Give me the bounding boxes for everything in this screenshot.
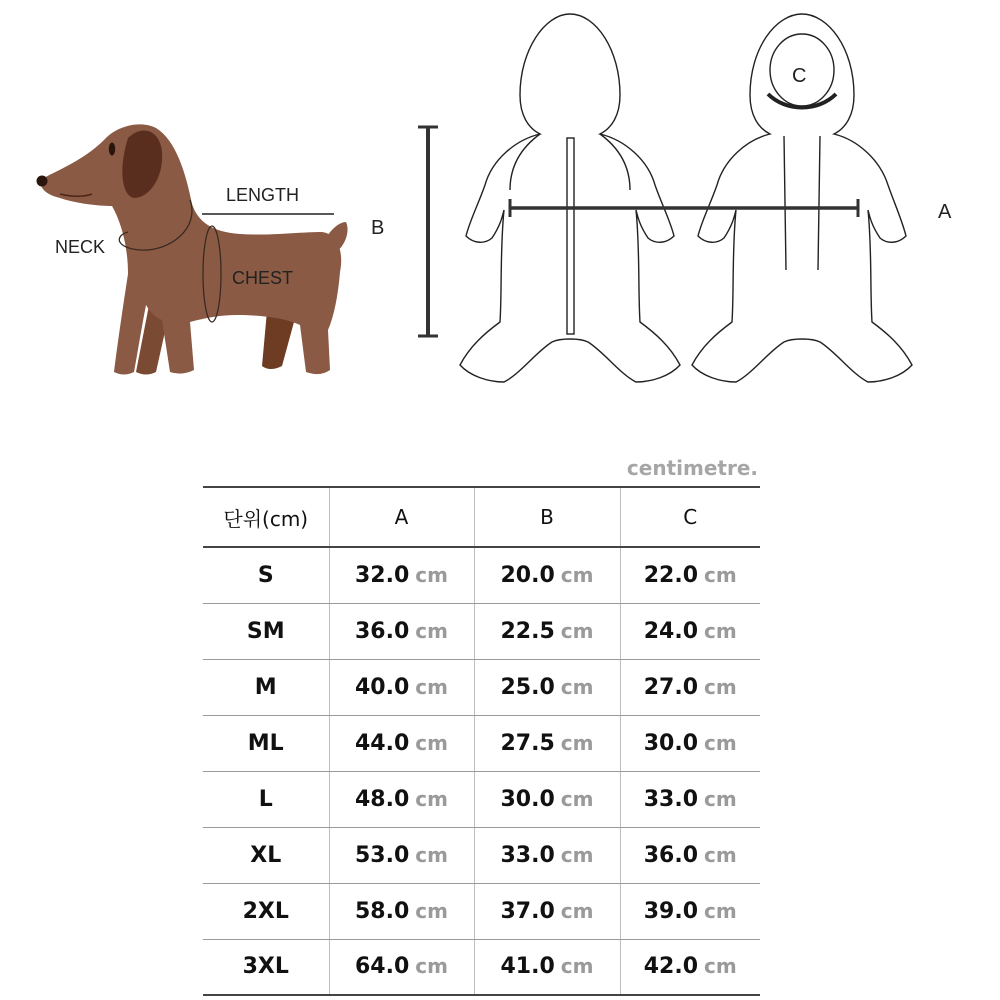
measure-unit: cm	[415, 954, 448, 979]
table-row	[203, 939, 760, 995]
measure-value: 30.0	[500, 786, 555, 812]
table-body	[203, 547, 760, 995]
measure-unit: cm	[704, 898, 737, 923]
measure-a-cell	[329, 603, 474, 659]
measure-value: 36.0	[355, 618, 410, 644]
table-row	[203, 547, 760, 603]
measure-value: 22.5	[500, 618, 555, 644]
table-row	[203, 883, 760, 939]
size-cell: M	[203, 659, 329, 715]
size-cell: 3XL	[203, 939, 329, 995]
measure-c-cell	[620, 715, 760, 771]
measure-unit: cm	[560, 674, 594, 699]
measure-value: 22.0	[643, 562, 699, 588]
measure-unit: cm	[704, 730, 737, 755]
measure-c-cell	[620, 827, 760, 883]
header-a: A	[329, 487, 474, 547]
garment-front	[460, 14, 680, 382]
measure-value: 41.0	[500, 954, 555, 980]
measure-b-cell	[474, 715, 620, 771]
b-label: B	[371, 217, 385, 239]
measure-value: 40.0	[355, 674, 410, 700]
measure-value: 58.0	[355, 898, 410, 924]
measure-unit: cm	[415, 730, 448, 755]
measure-value: 20.0	[500, 562, 555, 588]
measure-unit: cm	[704, 954, 737, 979]
measure-value: 44.0	[355, 730, 410, 756]
measure-value: 42.0	[643, 954, 699, 980]
measure-unit: cm	[704, 786, 737, 811]
size-cell: ML	[203, 715, 329, 771]
measure-c-cell	[620, 603, 760, 659]
measure-b-cell	[474, 883, 620, 939]
measure-unit: cm	[560, 842, 594, 867]
garment-back	[692, 14, 912, 382]
measure-unit: cm	[704, 842, 737, 867]
dog-illustration	[37, 124, 348, 374]
table-row	[203, 827, 760, 883]
size-table	[203, 486, 760, 996]
measure-a-cell	[329, 883, 474, 939]
measure-unit: cm	[560, 618, 594, 643]
size-cell: SM	[203, 603, 329, 659]
measure-value: 36.0	[643, 842, 699, 868]
table-row	[203, 771, 760, 827]
measure-b-cell	[474, 659, 620, 715]
measure-c-cell	[620, 659, 760, 715]
measure-unit: cm	[560, 954, 594, 979]
c-label: C	[792, 65, 807, 87]
table-row	[203, 603, 760, 659]
measure-b-cell	[474, 771, 620, 827]
size-cell: 2XL	[203, 883, 329, 939]
unit-note: centimetre.	[626, 456, 758, 480]
table-header-row	[203, 487, 760, 547]
measure-a-cell	[329, 659, 474, 715]
measure-value: 25.0	[500, 674, 555, 700]
measure-unit: cm	[560, 562, 594, 587]
measure-b-cell	[474, 939, 620, 995]
a-label: A	[938, 201, 952, 223]
measure-value: 37.0	[500, 898, 555, 924]
measure-unit: cm	[560, 786, 594, 811]
measure-value: 24.0	[643, 618, 699, 644]
measure-unit: cm	[415, 618, 448, 643]
measure-unit: cm	[415, 674, 448, 699]
measure-c-cell	[620, 771, 760, 827]
measure-b-cell	[474, 603, 620, 659]
chest-label: CHEST	[232, 268, 294, 288]
b-measure	[371, 127, 438, 336]
measure-value: 33.0	[500, 842, 555, 868]
zipper	[567, 138, 574, 334]
measure-c-cell	[620, 883, 760, 939]
measure-unit: cm	[704, 562, 737, 587]
size-cell: XL	[203, 827, 329, 883]
dog-nose	[37, 176, 48, 187]
measure-unit: cm	[415, 562, 448, 587]
measure-b-cell	[474, 827, 620, 883]
neck-label: NECK	[55, 237, 106, 257]
measure-value: 48.0	[355, 786, 410, 812]
measure-unit: cm	[415, 898, 448, 923]
header-c: C	[620, 487, 760, 547]
measure-value: 30.0	[643, 730, 699, 756]
measure-unit: cm	[704, 674, 737, 699]
size-cell: S	[203, 547, 329, 603]
measure-value: 64.0	[355, 954, 410, 980]
measure-b-cell	[474, 547, 620, 603]
header-unit: 단위(cm)	[203, 487, 329, 547]
measure-unit: cm	[415, 786, 448, 811]
table-row	[203, 659, 760, 715]
measure-value: 53.0	[355, 842, 410, 868]
measure-a-cell	[329, 771, 474, 827]
measure-unit: cm	[560, 730, 594, 755]
measure-a-cell	[329, 939, 474, 995]
measure-a-cell	[329, 715, 474, 771]
header-b: B	[474, 487, 620, 547]
measure-unit: cm	[560, 898, 594, 923]
table-row	[203, 715, 760, 771]
measure-value: 27.0	[643, 674, 699, 700]
measure-c-cell	[620, 547, 760, 603]
size-cell: L	[203, 771, 329, 827]
measure-a-cell	[329, 827, 474, 883]
measure-value: 27.5	[500, 730, 555, 756]
measure-c-cell	[620, 939, 760, 995]
measure-value: 33.0	[643, 786, 699, 812]
length-label: LENGTH	[226, 185, 300, 205]
dog-eye	[109, 143, 115, 156]
measurement-illustration	[0, 0, 1000, 420]
measure-value: 32.0	[355, 562, 410, 588]
measure-unit: cm	[704, 618, 737, 643]
measure-unit: cm	[415, 842, 448, 867]
measure-value: 39.0	[643, 898, 699, 924]
measure-a-cell	[329, 547, 474, 603]
